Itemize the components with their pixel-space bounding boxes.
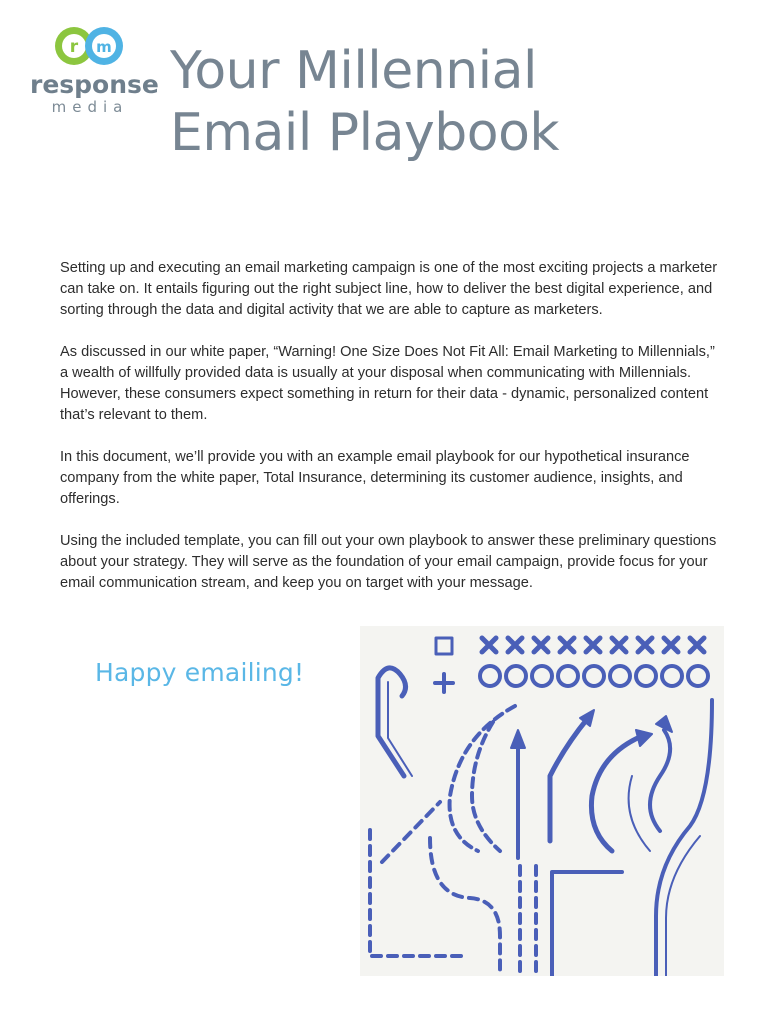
title-line-2: Email Playbook bbox=[170, 103, 559, 163]
page-title bbox=[170, 40, 559, 164]
logo-submark: media bbox=[51, 98, 129, 116]
paragraph-4: Using the included template, you can fill out your own playbook to answer these preliminary questions about your strategy. They will serve as the foundation of your email campaign, provide focus for your email communication stream, and keep you on target with your message. bbox=[60, 533, 717, 591]
logo-badge-r: r bbox=[69, 37, 79, 57]
logo-badge-m: m bbox=[96, 38, 112, 56]
logo-wordmark: response bbox=[30, 70, 159, 99]
paragraph-2: As discussed in our white paper, “Warning! One Size Does Not Fit All: Email Marketing to Millennials,” a wealth of willfully provided data is usually at your disposal when communicating with Millennials. However, these consumers expect something in return for their data - dynamic, personalized content that’s relevant to them. bbox=[60, 344, 715, 423]
paragraph-1: Setting up and executing an email marketing campaign is one of the most exciting projects a marketer can take on. It entails figuring out the right subject line, how to deliver the best digital experience, and sorting through the data and digital activity that we are able to capture as marketers. bbox=[60, 260, 718, 318]
closing-line: Happy emailing! bbox=[95, 658, 305, 687]
playbook-sketch-icon bbox=[360, 626, 724, 976]
intro-text bbox=[60, 258, 720, 615]
response-media-logo bbox=[30, 22, 159, 122]
paragraph-3: In this document, we’ll provide you with an example email playbook for our hypothetical insurance company from the white paper, Total Insurance, determining its customer audience, insights, and offerings. bbox=[60, 449, 690, 507]
logo-badges-icon bbox=[30, 22, 150, 72]
title-line-1: Your Millennial bbox=[170, 41, 537, 101]
